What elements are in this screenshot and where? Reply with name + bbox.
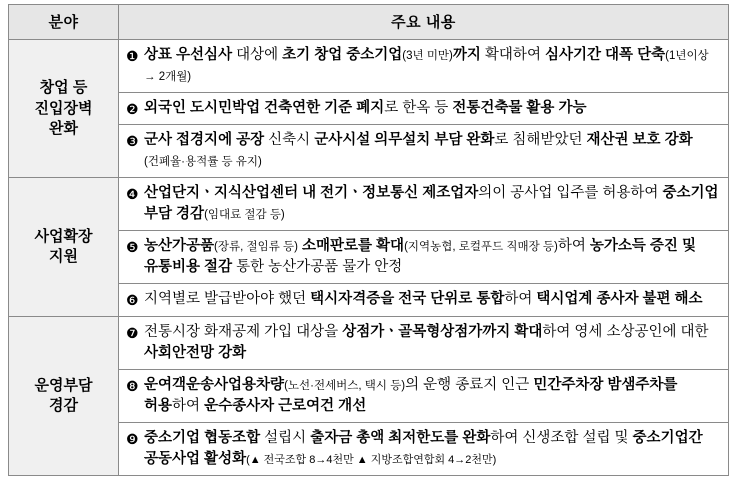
column-header-content: 주요 내용: [119, 5, 729, 40]
item-text: [144, 183, 722, 225]
text-segment: 이 공사업 입주를: [492, 185, 603, 202]
text-segment: 농산가공품: [144, 238, 215, 255]
category-label-line: 경감: [49, 396, 78, 414]
list-item: [119, 178, 728, 231]
text-segment: (임대료 절감 등): [204, 209, 285, 222]
text-segment: 확대하여: [480, 47, 545, 63]
text-segment: 소매판로를 확대: [297, 238, 405, 255]
text-segment: 하여: [542, 323, 575, 340]
category-label-line: 운영부담: [34, 376, 93, 394]
text-segment: (장류, 절임류 등): [214, 241, 298, 254]
text-segment: 출자금 총액 최저한도를 완화: [310, 429, 491, 446]
text-segment: 운여객운송사업용차량: [144, 376, 285, 393]
item-text: [144, 289, 722, 310]
item-number-icon: ❺: [126, 239, 139, 256]
text-segment: 상표 우선심사: [144, 47, 237, 63]
text-segment: 전통시장 화재공제 가입 대상을: [144, 323, 343, 340]
text-segment: 택시자격증을 전국 단위로 통합: [310, 291, 505, 308]
list-item: [119, 370, 728, 423]
category-label-line: 진입장벽: [34, 99, 93, 117]
text-segment: 운수종사자 근로여건 개선: [204, 397, 367, 414]
text-segment: 전통건축물 활용 가능: [452, 100, 587, 117]
item-text: [144, 130, 722, 172]
list-item: [119, 125, 728, 177]
text-segment: 신축시: [268, 132, 315, 149]
text-segment: 하여: [630, 185, 663, 202]
item-text: [144, 45, 722, 87]
text-segment: 군사시설 의무설치 부담 완화: [314, 132, 495, 149]
item-text: [144, 375, 722, 417]
text-segment: 까지: [452, 47, 481, 63]
list-item: [119, 231, 728, 284]
text-segment: 의 운행 종료지 인근: [405, 376, 534, 393]
item-number-icon: ❹: [126, 186, 139, 203]
category-label-line: 완화: [49, 119, 78, 137]
text-segment: 하여: [557, 238, 590, 255]
text-segment: 지역별로 발급받아야 했던: [144, 291, 311, 308]
text-segment: (노선·전세버스, 택시 등): [284, 379, 406, 392]
text-segment: (지역농협, 로컬푸드 직매장 등): [404, 241, 558, 254]
text-segment: 하여: [504, 291, 537, 308]
text-segment: 심사기간 대폭 단축: [544, 47, 666, 63]
category-cell: [9, 40, 119, 178]
item-number-icon: ❸: [126, 133, 139, 150]
content-cell: [119, 316, 729, 475]
text-segment: 사회안전망 강화: [144, 344, 247, 361]
text-segment: 통한 농산가공품 물가 안정: [232, 259, 403, 276]
text-segment: 중소기업간 공동사업 활성화: [144, 429, 703, 467]
item-text: [144, 322, 722, 364]
policy-summary-table: [8, 4, 729, 476]
table-body: [9, 40, 729, 476]
text-segment: 중소기업 협동조합: [144, 429, 265, 446]
category-label-line: 사업확장: [34, 227, 93, 245]
content-cell: [119, 178, 729, 316]
text-segment: 외국인 도시민박업 건축연한 기준 폐지: [144, 100, 385, 117]
table-header-row: [9, 5, 729, 40]
text-segment: 설립시: [264, 429, 311, 446]
text-segment: 중소기업 부담 경감: [144, 185, 719, 223]
list-item: [119, 284, 728, 315]
text-segment: 초기 창업 중소기업: [282, 47, 403, 63]
item-text: [144, 98, 722, 119]
list-item: [119, 423, 728, 475]
list-item: [119, 40, 728, 93]
text-segment: 농가소득 증진 및 유통비용 절감: [144, 238, 696, 276]
category-label-line: 지원: [49, 248, 78, 266]
table-row: [9, 40, 729, 178]
item-number-icon: ❻: [126, 292, 139, 309]
item-number-icon: ❽: [126, 377, 139, 394]
item-number-icon: ❷: [126, 101, 139, 118]
text-segment: (3년 미만): [402, 50, 453, 62]
text-segment: 대상에: [236, 47, 283, 63]
item-number-icon: ❼: [126, 324, 139, 341]
text-segment: 하여: [172, 397, 205, 414]
column-header-category: 분야: [9, 5, 119, 40]
list-item: [119, 317, 728, 370]
text-segment: 허용: [602, 185, 631, 202]
text-segment: 택시업계 종사자 불편 해소: [536, 291, 703, 308]
table-row: [9, 316, 729, 475]
text-segment: 영세 소상공인에 대한: [574, 323, 709, 340]
text-segment: 재산권 보호 강화: [586, 132, 693, 149]
text-segment: 민간주차장 밤샘주차를 허용: [144, 376, 678, 414]
category-cell: [9, 178, 119, 316]
text-segment: (▲ 전국조합 8→4천만 ▲ 지방조합연합회 4→2천만): [246, 453, 497, 466]
text-segment: 군사 접경지에 공장: [144, 132, 269, 149]
item-list: [119, 178, 728, 315]
item-number-icon: ❾: [126, 430, 139, 447]
item-text: [144, 236, 722, 278]
list-item: [119, 93, 728, 125]
text-segment: 하여: [490, 429, 523, 446]
text-segment: (건폐율·용적률 등 유지): [144, 156, 262, 169]
content-cell: [119, 40, 729, 178]
category-label-line: 창업 등: [39, 79, 88, 97]
item-number-icon: ❶: [126, 48, 139, 64]
item-text: [144, 428, 722, 470]
item-list: [119, 40, 728, 177]
text-segment: 상점가ㆍ골목형상점가까지 확대: [342, 323, 543, 340]
text-segment: 로 한옥 등: [384, 100, 453, 117]
text-segment: 의: [478, 185, 493, 202]
text-segment: 산업단지ㆍ지식산업센터 내 전기ㆍ정보통신 제조업자: [144, 185, 479, 202]
text-segment: 설립 및: [582, 429, 633, 446]
item-list: [119, 317, 728, 475]
text-segment: 로 침해받았던: [494, 132, 587, 149]
text-segment: (1년이상 → 2개월): [144, 50, 709, 84]
table-row: [9, 178, 729, 316]
category-cell: [9, 316, 119, 475]
text-segment: 신생조합: [522, 429, 583, 446]
